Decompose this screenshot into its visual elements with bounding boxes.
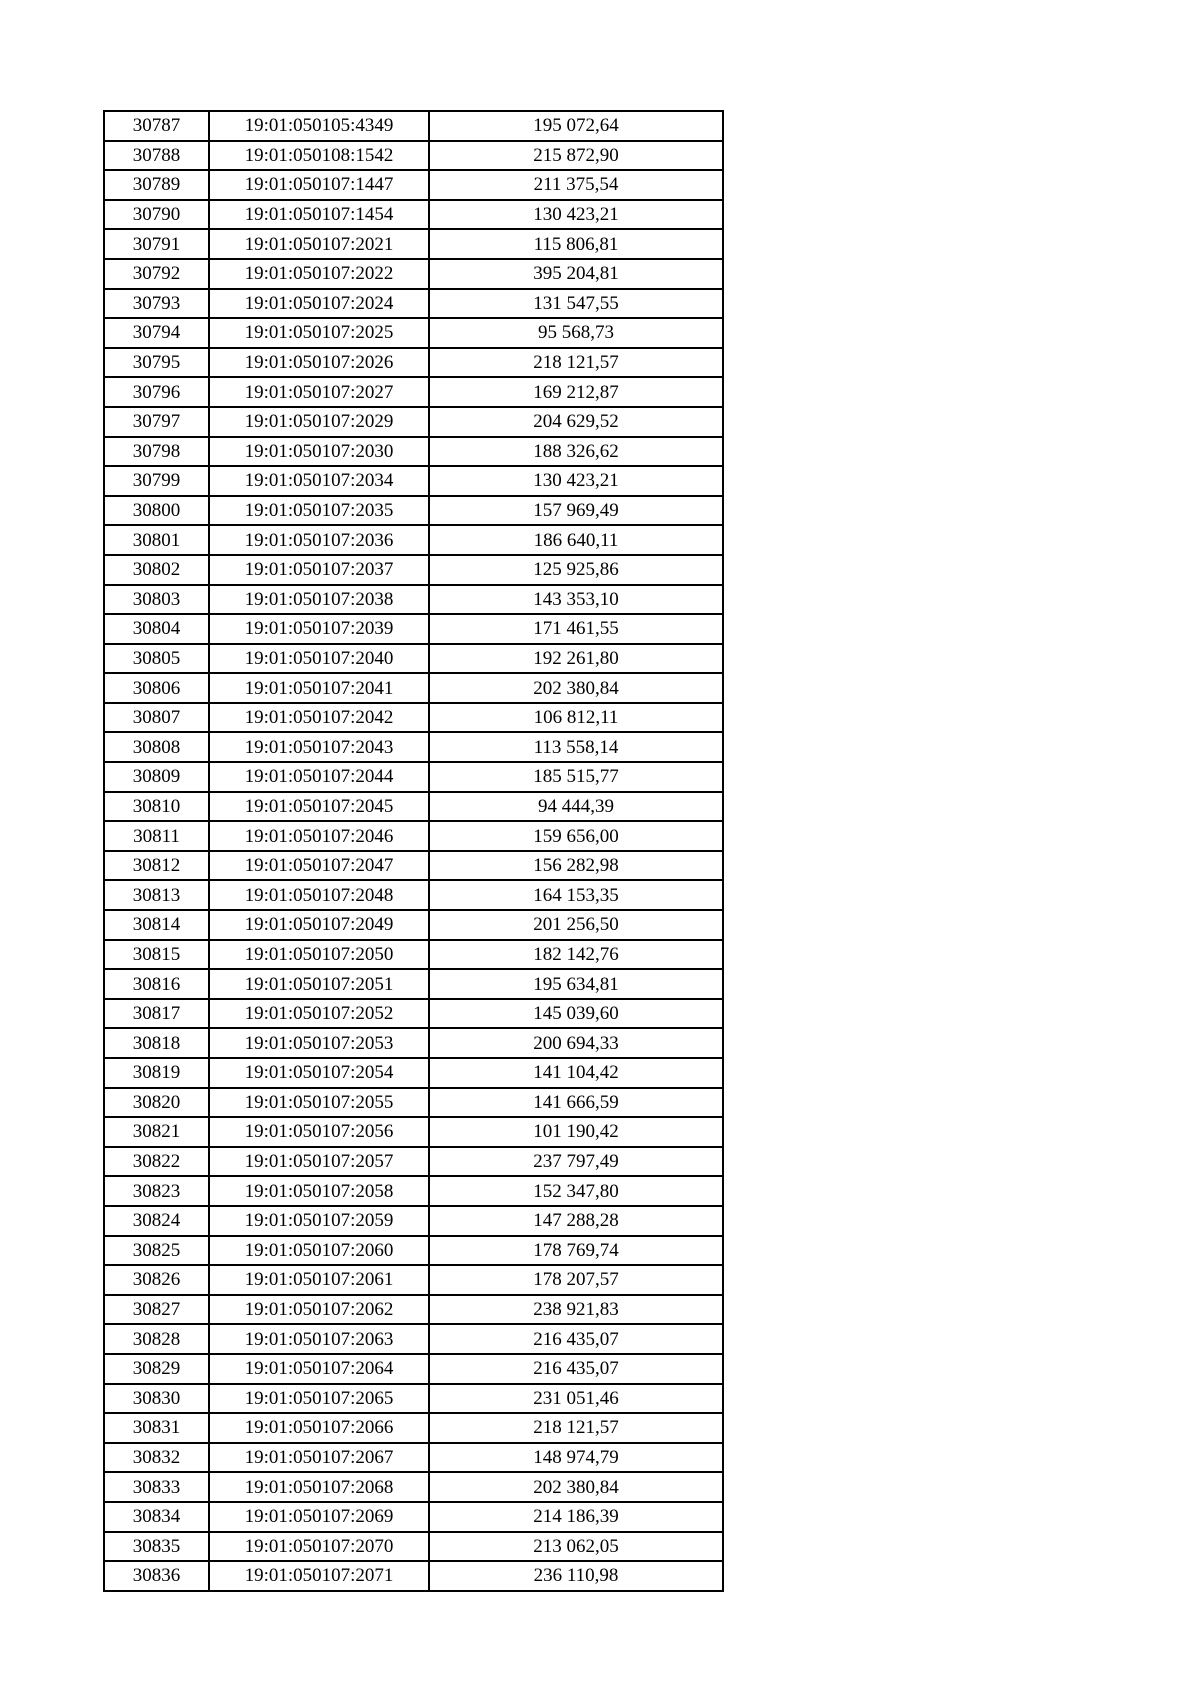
amount-cell: 94 444,39	[429, 792, 723, 822]
row-number-cell: 30817	[104, 999, 209, 1029]
table-row	[104, 1147, 723, 1177]
amount-cell: 159 656,00	[429, 821, 723, 851]
amount-cell: 113 558,14	[429, 732, 723, 762]
table-row	[104, 1413, 723, 1443]
table-row	[104, 1206, 723, 1236]
amount-cell: 202 380,84	[429, 673, 723, 703]
cadastral-number-cell: 19:01:050107:1447	[209, 170, 429, 200]
amount-cell: 125 925,86	[429, 555, 723, 585]
row-number-cell: 30835	[104, 1532, 209, 1562]
cadastral-number-cell: 19:01:050107:2067	[209, 1443, 429, 1473]
table-body	[104, 111, 723, 1591]
table-row	[104, 614, 723, 644]
table-row	[104, 525, 723, 555]
table-row	[104, 940, 723, 970]
cadastral-number-cell: 19:01:050107:2048	[209, 880, 429, 910]
cadastral-number-cell: 19:01:050107:2069	[209, 1502, 429, 1532]
row-number-cell: 30813	[104, 880, 209, 910]
table-row	[104, 259, 723, 289]
row-number-cell: 30798	[104, 437, 209, 467]
table-row	[104, 407, 723, 437]
amount-cell: 216 435,07	[429, 1354, 723, 1384]
cadastral-number-cell: 19:01:050107:2066	[209, 1413, 429, 1443]
amount-cell: 218 121,57	[429, 348, 723, 378]
cadastral-number-cell: 19:01:050107:2043	[209, 732, 429, 762]
cadastral-number-cell: 19:01:050107:2045	[209, 792, 429, 822]
amount-cell: 164 153,35	[429, 880, 723, 910]
row-number-cell: 30815	[104, 940, 209, 970]
amount-cell: 141 104,42	[429, 1058, 723, 1088]
row-number-cell: 30805	[104, 644, 209, 674]
amount-cell: 148 974,79	[429, 1443, 723, 1473]
row-number-cell: 30830	[104, 1384, 209, 1414]
table-row	[104, 851, 723, 881]
amount-cell: 143 353,10	[429, 585, 723, 615]
table-row	[104, 200, 723, 230]
row-number-cell: 30804	[104, 614, 209, 644]
cadastral-number-cell: 19:01:050107:2054	[209, 1058, 429, 1088]
amount-cell: 156 282,98	[429, 851, 723, 881]
cadastral-number-cell: 19:01:050108:1542	[209, 141, 429, 171]
cadastral-number-cell: 19:01:050107:2052	[209, 999, 429, 1029]
cadastral-number-cell: 19:01:050107:2053	[209, 1028, 429, 1058]
row-number-cell: 30792	[104, 259, 209, 289]
table-row	[104, 466, 723, 496]
cadastral-number-cell: 19:01:050107:2025	[209, 318, 429, 348]
table-row	[104, 910, 723, 940]
table-row	[104, 585, 723, 615]
amount-cell: 106 812,11	[429, 703, 723, 733]
table-row	[104, 1443, 723, 1473]
table-row	[104, 969, 723, 999]
table-row	[104, 170, 723, 200]
amount-cell: 204 629,52	[429, 407, 723, 437]
row-number-cell: 30831	[104, 1413, 209, 1443]
cadastral-number-cell: 19:01:050107:2034	[209, 466, 429, 496]
table-row	[104, 496, 723, 526]
table-row	[104, 1384, 723, 1414]
cadastral-number-cell: 19:01:050107:2068	[209, 1472, 429, 1502]
table-row	[104, 792, 723, 822]
table-row	[104, 289, 723, 319]
table-row	[104, 555, 723, 585]
row-number-cell: 30789	[104, 170, 209, 200]
cadastral-number-cell: 19:01:050107:2057	[209, 1147, 429, 1177]
cadastral-number-cell: 19:01:050107:2030	[209, 437, 429, 467]
amount-cell: 215 872,90	[429, 141, 723, 171]
table-row	[104, 1236, 723, 1266]
cadastral-number-cell: 19:01:050107:2055	[209, 1088, 429, 1118]
table-row	[104, 111, 723, 141]
amount-cell: 237 797,49	[429, 1147, 723, 1177]
row-number-cell: 30828	[104, 1324, 209, 1354]
row-number-cell: 30787	[104, 111, 209, 141]
amount-cell: 130 423,21	[429, 466, 723, 496]
row-number-cell: 30808	[104, 732, 209, 762]
cadastral-number-cell: 19:01:050107:2038	[209, 585, 429, 615]
row-number-cell: 30801	[104, 525, 209, 555]
cadastral-number-cell: 19:01:050107:2024	[209, 289, 429, 319]
cadastral-number-cell: 19:01:050107:2021	[209, 229, 429, 259]
amount-cell: 95 568,73	[429, 318, 723, 348]
row-number-cell: 30794	[104, 318, 209, 348]
cadastral-number-cell: 19:01:050107:2061	[209, 1265, 429, 1295]
amount-cell: 214 186,39	[429, 1502, 723, 1532]
row-number-cell: 30825	[104, 1236, 209, 1266]
row-number-cell: 30834	[104, 1502, 209, 1532]
table-row	[104, 1324, 723, 1354]
cadastral-number-cell: 19:01:050107:2051	[209, 969, 429, 999]
row-number-cell: 30803	[104, 585, 209, 615]
table-row	[104, 1502, 723, 1532]
cadastral-number-cell: 19:01:050107:2027	[209, 377, 429, 407]
row-number-cell: 30824	[104, 1206, 209, 1236]
amount-cell: 171 461,55	[429, 614, 723, 644]
row-number-cell: 30819	[104, 1058, 209, 1088]
table-row	[104, 229, 723, 259]
row-number-cell: 30809	[104, 762, 209, 792]
amount-cell: 185 515,77	[429, 762, 723, 792]
table-row	[104, 821, 723, 851]
amount-cell: 131 547,55	[429, 289, 723, 319]
table-row	[104, 703, 723, 733]
amount-cell: 101 190,42	[429, 1117, 723, 1147]
row-number-cell: 30832	[104, 1443, 209, 1473]
amount-cell: 141 666,59	[429, 1088, 723, 1118]
table-row	[104, 1028, 723, 1058]
table-row	[104, 1265, 723, 1295]
table-row	[104, 762, 723, 792]
row-number-cell: 30797	[104, 407, 209, 437]
amount-cell: 178 769,74	[429, 1236, 723, 1266]
cadastral-number-cell: 19:01:050107:2060	[209, 1236, 429, 1266]
amount-cell: 178 207,57	[429, 1265, 723, 1295]
row-number-cell: 30816	[104, 969, 209, 999]
cadastral-number-cell: 19:01:050107:2065	[209, 1384, 429, 1414]
amount-cell: 238 921,83	[429, 1295, 723, 1325]
cadastral-number-cell: 19:01:050107:2029	[209, 407, 429, 437]
row-number-cell: 30818	[104, 1028, 209, 1058]
cadastral-number-cell: 19:01:050107:2037	[209, 555, 429, 585]
table-row	[104, 1295, 723, 1325]
table-row	[104, 1117, 723, 1147]
cadastral-number-cell: 19:01:050107:2044	[209, 762, 429, 792]
cadastral-number-cell: 19:01:050107:2049	[209, 910, 429, 940]
amount-cell: 200 694,33	[429, 1028, 723, 1058]
row-number-cell: 30820	[104, 1088, 209, 1118]
cadastral-number-cell: 19:01:050107:2026	[209, 348, 429, 378]
table-row	[104, 999, 723, 1029]
amount-cell: 130 423,21	[429, 200, 723, 230]
amount-cell: 195 634,81	[429, 969, 723, 999]
table-row	[104, 1176, 723, 1206]
amount-cell: 186 640,11	[429, 525, 723, 555]
row-number-cell: 30796	[104, 377, 209, 407]
row-number-cell: 30827	[104, 1295, 209, 1325]
amount-cell: 213 062,05	[429, 1532, 723, 1562]
row-number-cell: 30826	[104, 1265, 209, 1295]
cadastral-number-cell: 19:01:050107:2046	[209, 821, 429, 851]
amount-cell: 152 347,80	[429, 1176, 723, 1206]
row-number-cell: 30811	[104, 821, 209, 851]
amount-cell: 157 969,49	[429, 496, 723, 526]
cadastral-number-cell: 19:01:050107:2039	[209, 614, 429, 644]
row-number-cell: 30812	[104, 851, 209, 881]
row-number-cell: 30829	[104, 1354, 209, 1384]
amount-cell: 195 072,64	[429, 111, 723, 141]
cadastral-number-cell: 19:01:050107:2035	[209, 496, 429, 526]
table-row	[104, 732, 723, 762]
table-row	[104, 1532, 723, 1562]
cadastral-number-cell: 19:01:050107:2041	[209, 673, 429, 703]
amount-cell: 192 261,80	[429, 644, 723, 674]
amount-cell: 236 110,98	[429, 1561, 723, 1591]
amount-cell: 182 142,76	[429, 940, 723, 970]
table-row	[104, 1354, 723, 1384]
amount-cell: 169 212,87	[429, 377, 723, 407]
cadastral-number-cell: 19:01:050107:2022	[209, 259, 429, 289]
table-row	[104, 880, 723, 910]
row-number-cell: 30802	[104, 555, 209, 585]
table-row	[104, 318, 723, 348]
amount-cell: 115 806,81	[429, 229, 723, 259]
row-number-cell: 30806	[104, 673, 209, 703]
cadastral-number-cell: 19:01:050107:1454	[209, 200, 429, 230]
amount-cell: 218 121,57	[429, 1413, 723, 1443]
row-number-cell: 30836	[104, 1561, 209, 1591]
table-row	[104, 1561, 723, 1591]
cadastral-number-cell: 19:01:050107:2062	[209, 1295, 429, 1325]
amount-cell: 216 435,07	[429, 1324, 723, 1354]
row-number-cell: 30793	[104, 289, 209, 319]
table-row	[104, 1058, 723, 1088]
table-row	[104, 377, 723, 407]
table-row	[104, 644, 723, 674]
row-number-cell: 30800	[104, 496, 209, 526]
table-row	[104, 673, 723, 703]
amount-cell: 188 326,62	[429, 437, 723, 467]
row-number-cell: 30810	[104, 792, 209, 822]
row-number-cell: 30788	[104, 141, 209, 171]
amount-cell: 211 375,54	[429, 170, 723, 200]
cadastral-number-cell: 19:01:050107:2071	[209, 1561, 429, 1591]
cadastral-number-cell: 19:01:050107:2059	[209, 1206, 429, 1236]
data-table	[103, 110, 724, 1592]
cadastral-number-cell: 19:01:050107:2056	[209, 1117, 429, 1147]
cadastral-number-cell: 19:01:050107:2036	[209, 525, 429, 555]
cadastral-number-cell: 19:01:050107:2040	[209, 644, 429, 674]
row-number-cell: 30822	[104, 1147, 209, 1177]
cadastral-number-cell: 19:01:050107:2047	[209, 851, 429, 881]
row-number-cell: 30791	[104, 229, 209, 259]
table-row	[104, 437, 723, 467]
table-row	[104, 348, 723, 378]
table-row	[104, 1472, 723, 1502]
amount-cell: 147 288,28	[429, 1206, 723, 1236]
row-number-cell: 30814	[104, 910, 209, 940]
cadastral-number-cell: 19:01:050107:2063	[209, 1324, 429, 1354]
cadastral-number-cell: 19:01:050105:4349	[209, 111, 429, 141]
amount-cell: 145 039,60	[429, 999, 723, 1029]
amount-cell: 201 256,50	[429, 910, 723, 940]
amount-cell: 202 380,84	[429, 1472, 723, 1502]
amount-cell: 231 051,46	[429, 1384, 723, 1414]
row-number-cell: 30833	[104, 1472, 209, 1502]
cadastral-number-cell: 19:01:050107:2064	[209, 1354, 429, 1384]
amount-cell: 395 204,81	[429, 259, 723, 289]
cadastral-number-cell: 19:01:050107:2042	[209, 703, 429, 733]
row-number-cell: 30823	[104, 1176, 209, 1206]
row-number-cell: 30790	[104, 200, 209, 230]
row-number-cell: 30799	[104, 466, 209, 496]
table-row	[104, 1088, 723, 1118]
row-number-cell: 30807	[104, 703, 209, 733]
cadastral-number-cell: 19:01:050107:2050	[209, 940, 429, 970]
row-number-cell: 30821	[104, 1117, 209, 1147]
cadastral-number-cell: 19:01:050107:2058	[209, 1176, 429, 1206]
table-row	[104, 141, 723, 171]
cadastral-number-cell: 19:01:050107:2070	[209, 1532, 429, 1562]
row-number-cell: 30795	[104, 348, 209, 378]
